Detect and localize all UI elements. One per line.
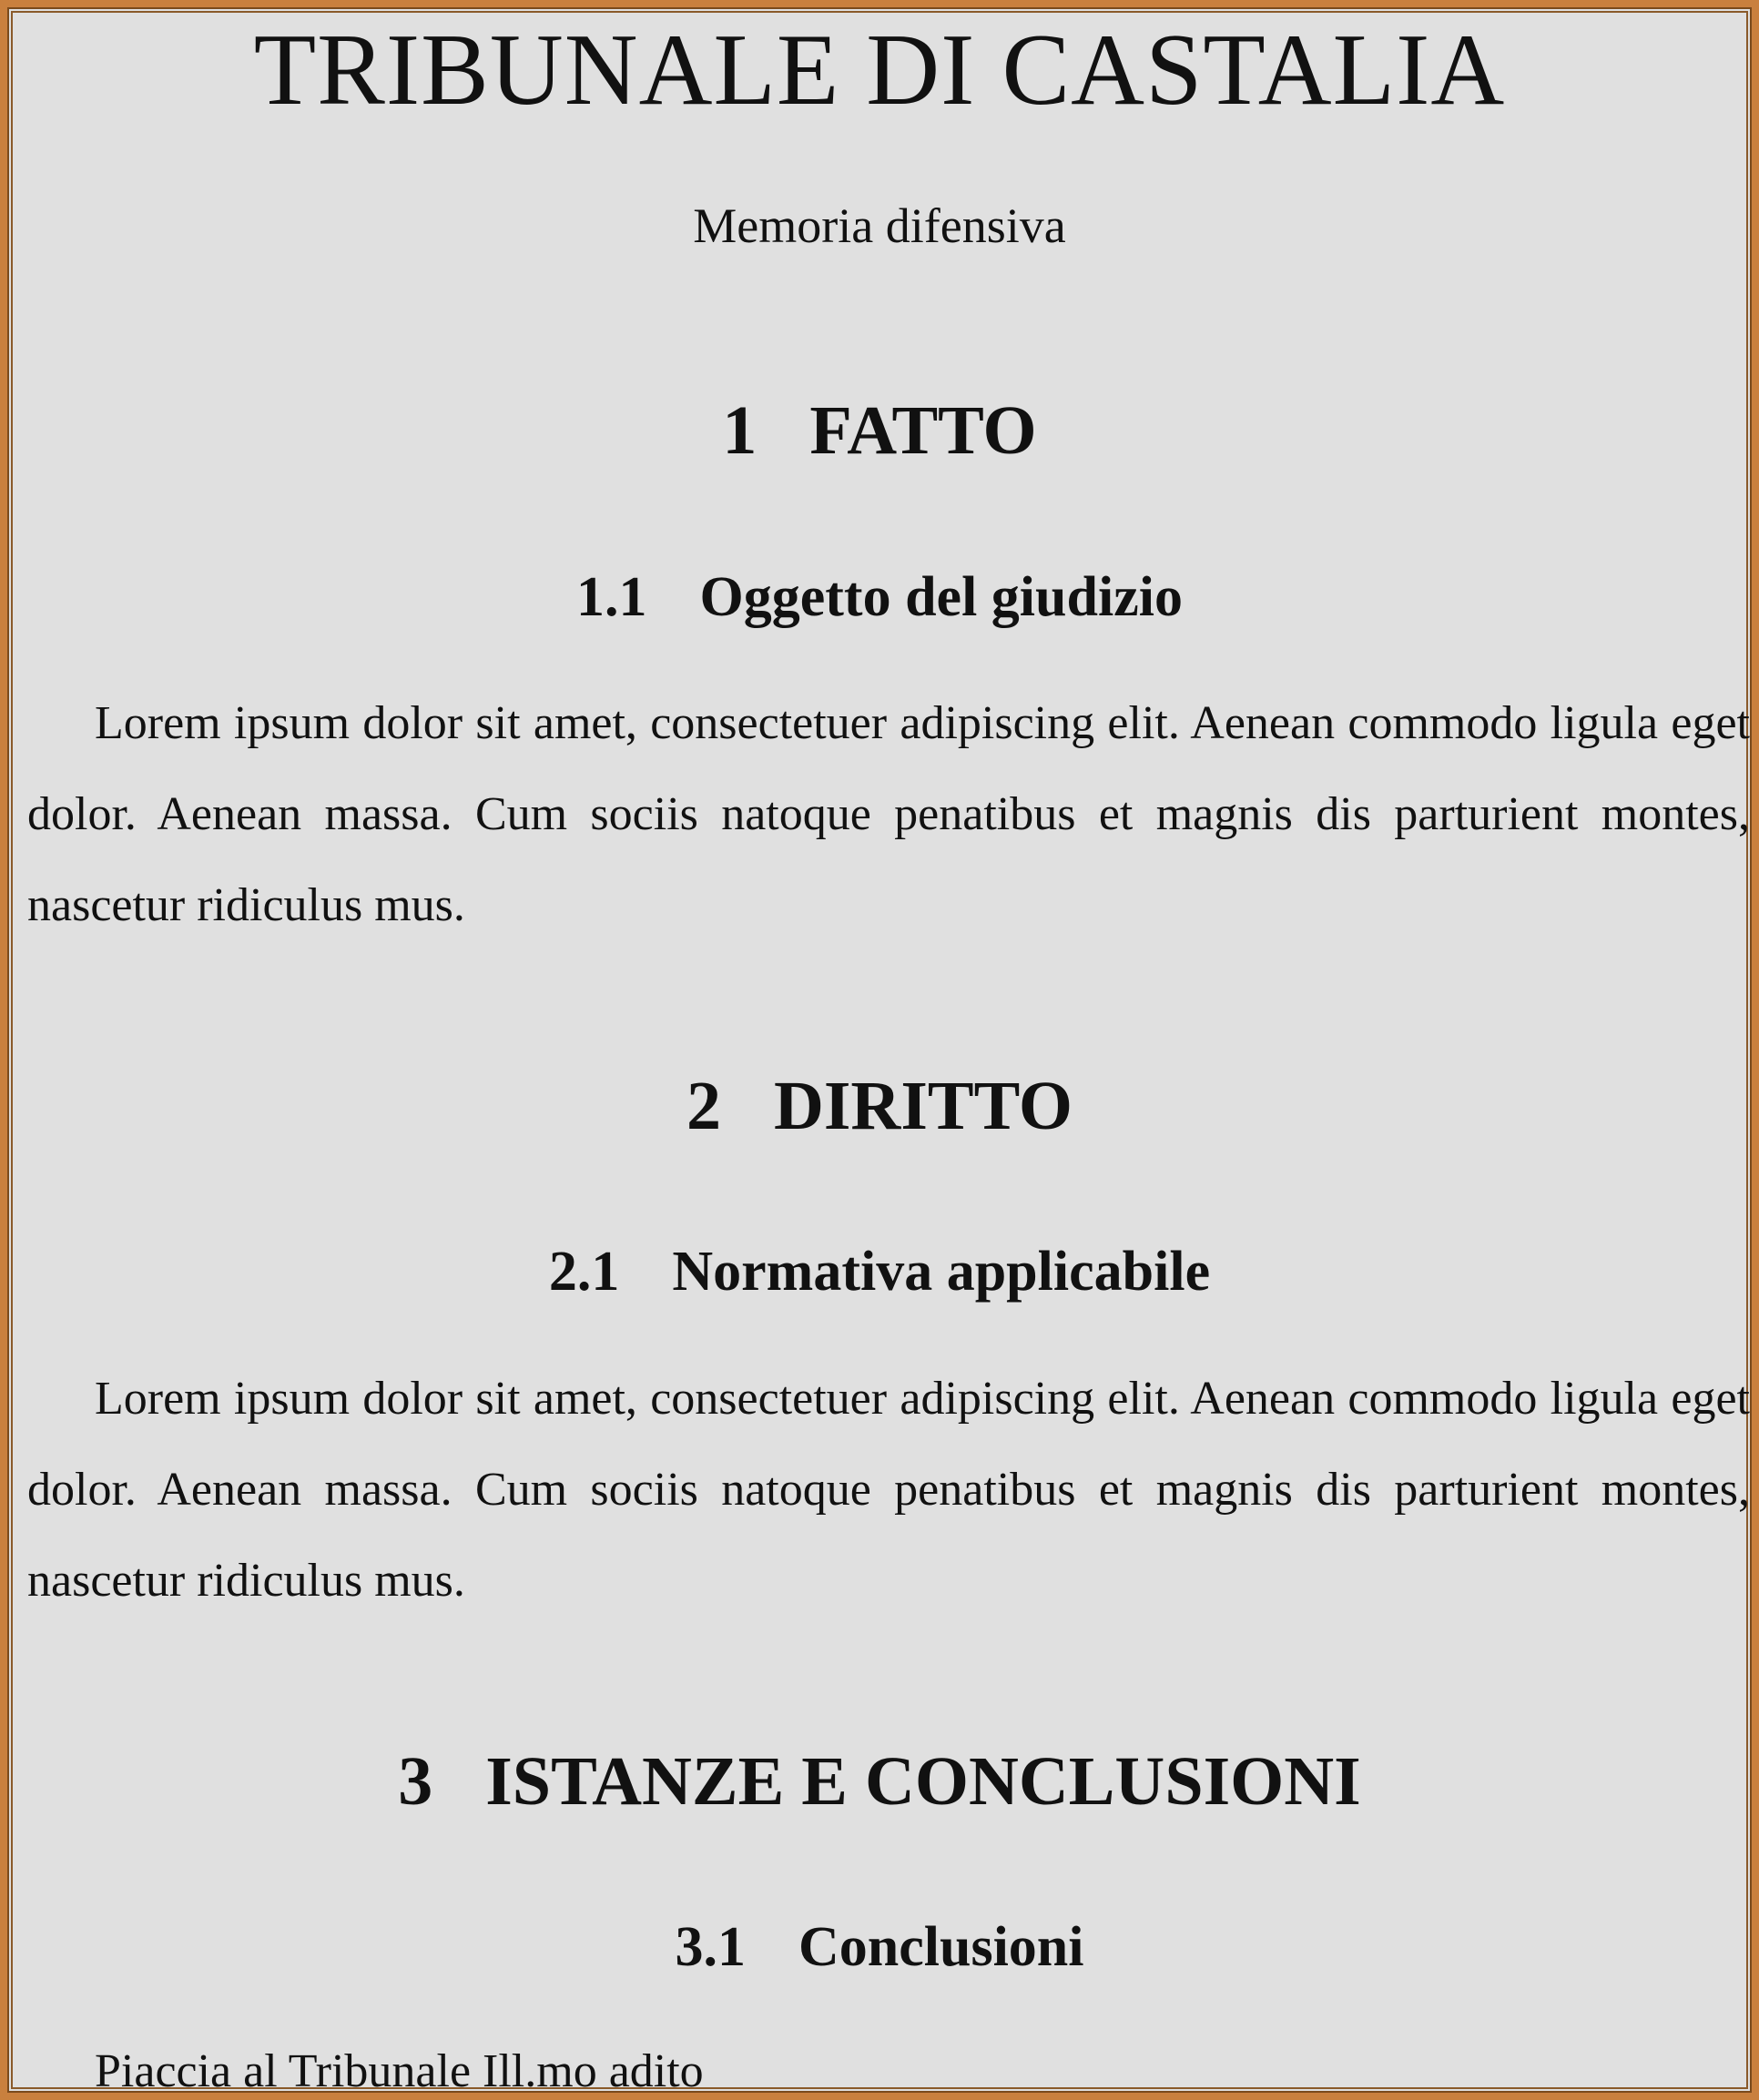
- body-paragraph-diritto: Lorem ipsum dolor sit amet, consectetuer adipiscing elit. Aenean commodo ligula eget dolor. Aenean massa. Cum sociis natoque penatibus et magnis dis parturient montes, nascetur ridiculus mus.: [27, 1373, 1750, 1607]
- closing-statement: Piaccia al Tribunale Ill.mo adito: [95, 2045, 704, 2097]
- subsection-heading-normativa: [7, 1237, 1752, 1306]
- subsection-number: 2.1: [548, 1241, 620, 1303]
- subsection-title: Oggetto del giudizio: [699, 566, 1183, 628]
- section-number: 3: [398, 1743, 433, 1820]
- subsection-heading-oggetto: [7, 563, 1752, 632]
- subsection-number: 1.1: [576, 566, 647, 628]
- section-heading-fatto: [7, 390, 1752, 472]
- subsection-heading-conclusioni: [7, 1912, 1752, 1982]
- subsection-title: Normativa applicabile: [672, 1241, 1211, 1303]
- section-title: FATTO: [809, 392, 1037, 469]
- section-number: 2: [686, 1068, 721, 1144]
- section-heading-diritto: [7, 1065, 1752, 1147]
- section-title: DIRITTO: [773, 1068, 1073, 1144]
- court-title: TRIBUNALE DI CASTALIA: [253, 14, 1506, 127]
- subsection-number: 3.1: [675, 1916, 746, 1978]
- section-number: 1: [722, 392, 757, 469]
- section-title: ISTANZE E CONCLUSIONI: [485, 1743, 1361, 1820]
- section-heading-istanze: [7, 1740, 1752, 1822]
- body-paragraph-fatto: Lorem ipsum dolor sit amet, consectetuer adipiscing elit. Aenean commodo ligula eget dolor. Aenean massa. Cum sociis natoque penatibus et magnis dis parturient montes, nascetur ridiculus mus.: [27, 697, 1750, 931]
- subsection-title: Conclusioni: [798, 1916, 1084, 1978]
- document-type: Memoria difensiva: [693, 198, 1066, 253]
